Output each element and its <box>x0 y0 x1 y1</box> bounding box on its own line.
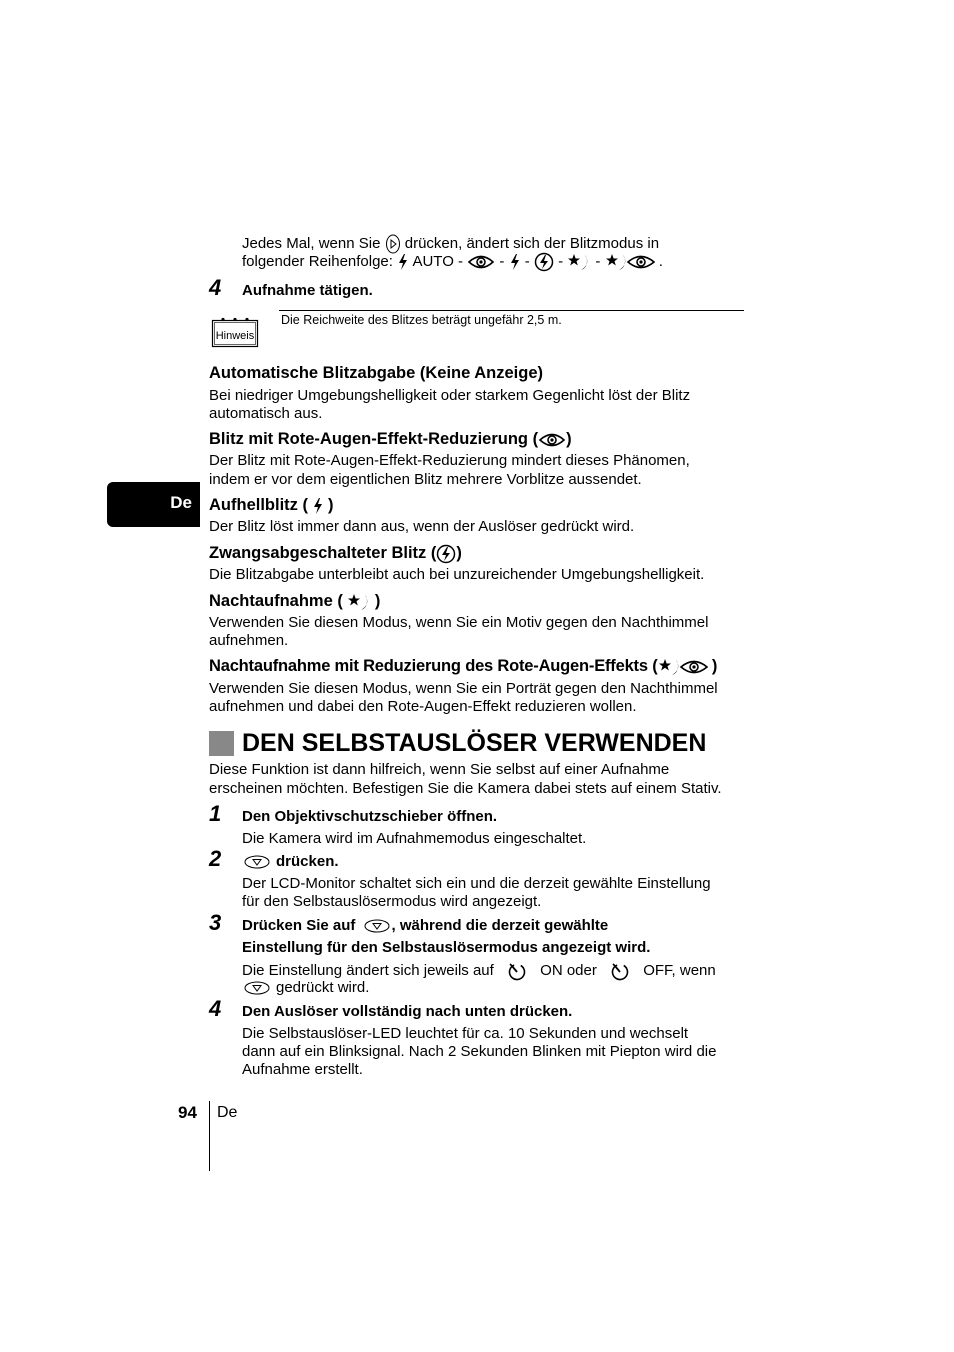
language-side-tab <box>107 482 200 527</box>
intro-text-b: drücken, ändert sich der Blitzmodus in <box>404 234 660 252</box>
night-red-eye-text-1: Verwenden Sie diesen Modus, wenn Sie ein Porträt gegen den Nachthimmel <box>209 680 718 697</box>
right-arrow-button-icon <box>385 234 401 254</box>
intro-text-a: Jedes Mal, wenn Sie <box>242 234 381 252</box>
page-number: 94 <box>178 1103 197 1122</box>
close-paren: ) <box>327 496 334 514</box>
intro-line-1 <box>242 234 659 254</box>
flash-off-text: Die Blitzabgabe unterbleibt auch bei unzureichender Umgebungshelligkeit. <box>209 566 705 583</box>
step-number: 1 <box>209 801 222 826</box>
separator: - <box>499 252 505 270</box>
down-arrow-button-icon <box>364 919 390 933</box>
fill-flash-icon <box>509 253 521 271</box>
night-red-eye-icon <box>605 252 655 272</box>
night-scene-icon <box>567 252 591 272</box>
red-eye-heading-text: Blitz mit Rote-Augen-Effekt-Reduzierung ( <box>209 430 539 448</box>
auto-flash-text-1: Bei niedriger Umgebungshelligkeit oder starkem Gegenlicht löst der Blitz <box>209 387 691 404</box>
step-heading: Aufnahme tätigen. <box>242 282 373 299</box>
separator: - <box>458 252 464 270</box>
fill-flash-heading <box>209 495 333 515</box>
step-heading: Den Auslöser vollständig nach unten drücken. <box>242 1003 573 1020</box>
night-text-2: aufnehmen. <box>209 632 289 649</box>
hint-icon-label: Hinweis <box>215 330 255 342</box>
flash-off-heading-text: Zwangsabgeschalteter Blitz ( <box>209 544 437 562</box>
step-heading-2: Einstellung für den Selbstauslösermodus angezeigt wird. <box>242 939 651 956</box>
down-arrow-button-icon <box>244 855 270 869</box>
footer-language: De <box>217 1104 238 1121</box>
step-number: 3 <box>209 910 222 935</box>
step-heading: Den Objektivschutzschieber öffnen. <box>242 808 498 825</box>
step-text: OFF, wenn <box>643 961 716 979</box>
auto-flash-heading: Automatische Blitzabgabe (Keine Anzeige) <box>209 364 544 382</box>
night-text-1: Verwenden Sie diesen Modus, wenn Sie ein Motiv gegen den Nachthimmel <box>209 614 709 631</box>
auto-label: AUTO <box>412 252 454 270</box>
separator: - <box>595 252 601 270</box>
step-number: 2 <box>209 846 222 871</box>
hint-rule <box>279 310 744 311</box>
close-paren: ) <box>374 592 381 610</box>
close-paren: ) <box>566 430 572 448</box>
step-text-2 <box>242 979 369 997</box>
flash-icon <box>397 253 409 271</box>
step-text-1: Der LCD-Monitor schaltet sich ein und die derzeit gewählte Einstellung <box>242 875 711 892</box>
step-heading-text: drücken. <box>276 853 339 870</box>
step-heading-text: Drücken Sie auf <box>242 917 356 934</box>
section-title: DEN SELBSTAUSLÖSER VERWENDEN <box>242 729 707 757</box>
red-eye-text-2: indem er vor dem eigentlichen Blitz mehrere Vorblitze aussendet. <box>209 471 642 488</box>
step-number: 4 <box>209 275 222 300</box>
hint-icon <box>211 316 259 353</box>
auto-flash-text-2: automatisch aus. <box>209 405 323 422</box>
step-text-2: für den Selbstauslösermodus wird angezeigt. <box>242 893 542 910</box>
step-heading-1 <box>242 917 608 935</box>
fill-flash-heading-text: Aufhellblitz ( <box>209 496 308 514</box>
section-marker <box>209 731 234 756</box>
fill-flash-icon <box>312 497 324 515</box>
selftimer-intro-2: erscheinen möchten. Befestigen Sie die Kamera dabei stets auf einem Stativ. <box>209 780 722 797</box>
night-red-eye-heading-text: Nachtaufnahme mit Reduzierung des Rote-Augen-Effekts ( <box>209 657 658 675</box>
separator: - <box>524 252 530 270</box>
fill-flash-text: Der Blitz löst immer dann aus, wenn der Auslöser gedrückt wird. <box>209 518 635 535</box>
step-heading <box>242 853 339 871</box>
red-eye-text-1: Der Blitz mit Rote-Augen-Effekt-Reduzierung mindert dieses Phänomen, <box>209 452 690 469</box>
hint-text: Die Reichweite des Blitzes beträgt ungefähr 2,5 m. <box>281 313 562 327</box>
red-eye-icon <box>538 431 566 449</box>
flash-off-icon <box>534 252 554 272</box>
separator: - <box>558 252 564 270</box>
night-scene-icon <box>347 592 371 612</box>
step-text-3: Aufnahme erstellt. <box>242 1061 363 1078</box>
step-text: Die Kamera wird im Aufnahmemodus eingeschaltet. <box>242 830 587 847</box>
footer-rule <box>209 1101 210 1171</box>
close-paren: ) <box>456 544 462 562</box>
close-paren: ) <box>711 657 718 675</box>
step-text: ON oder <box>540 961 597 979</box>
self-timer-icon <box>506 961 528 981</box>
red-eye-heading <box>209 429 572 449</box>
period: . <box>658 252 663 270</box>
night-red-eye-heading <box>209 656 717 677</box>
step-text-2: dann auf ein Blinksignal. Nach 2 Sekunden Blinken mit Piepton wird die <box>242 1043 717 1060</box>
side-tab-label: De <box>170 493 192 512</box>
self-timer-icon <box>609 961 631 981</box>
down-arrow-button-icon <box>244 981 270 995</box>
night-red-eye-text-2: aufnehmen und dabei den Rote-Augen-Effekt reduzieren wollen. <box>209 698 637 715</box>
night-red-eye-icon <box>658 657 708 677</box>
flash-off-heading <box>209 543 462 564</box>
night-heading <box>209 591 380 612</box>
step-number: 4 <box>209 996 222 1021</box>
night-heading-text: Nachtaufnahme ( <box>209 592 343 610</box>
step-text: Die Einstellung ändert sich jeweils auf <box>242 961 494 979</box>
selftimer-intro-1: Diese Funktion ist dann hilfreich, wenn Sie selbst auf einer Aufnahme <box>209 761 670 778</box>
step-text-1 <box>242 961 716 981</box>
step-heading-text: , während die derzeit gewählte <box>391 917 609 934</box>
intro-sequence-label: folgender Reihenfolge: <box>242 252 393 270</box>
intro-line-2 <box>242 252 663 272</box>
step-text-1: Die Selbstauslöser-LED leuchtet für ca. 10 Sekunden und wechselt <box>242 1025 689 1042</box>
step-text: gedrückt wird. <box>276 979 370 996</box>
red-eye-icon <box>467 253 495 271</box>
flash-off-icon <box>436 544 456 564</box>
